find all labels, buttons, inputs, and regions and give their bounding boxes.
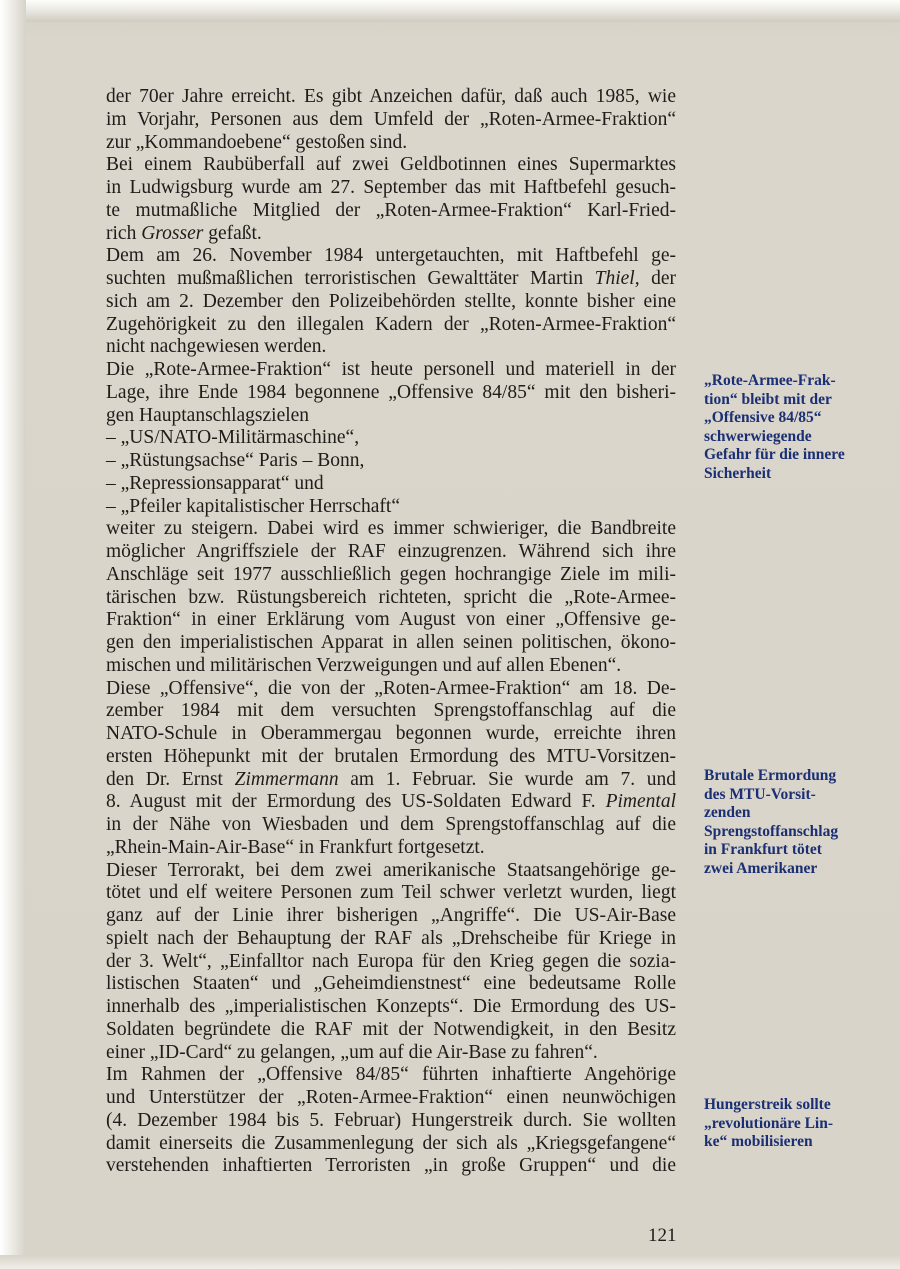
body-text-line bbox=[106, 678, 676, 701]
body-text-line bbox=[106, 268, 676, 291]
text-segment: Diese „Offensive“, die von der „Roten-Armee-Fraktion“ am 18. De- bbox=[106, 677, 676, 699]
text-segment: – „US/NATO-Militärmaschine“, bbox=[106, 427, 360, 449]
text-segment: ganz auf der Linie ihrer bisherigen „Angriffe“. Die US-Air-Base bbox=[106, 905, 676, 926]
text-segment: verstehenden inhaftierten Terroristen „in große Gruppen“ und die bbox=[106, 1155, 676, 1177]
text-segment: Zugehörigkeit zu den illegalen Kadern der „Roten-Armee-Fraktion“ bbox=[106, 313, 676, 335]
margin-note-line: tion“ bleibt mit der bbox=[704, 390, 832, 408]
body-text-line bbox=[106, 564, 676, 587]
body-text-line bbox=[106, 200, 676, 223]
margin-note-line: Hungerstreik sollte bbox=[704, 1096, 831, 1113]
text-segment: und Unterstützer der „Roten-Armee-Fraktion“ einen neunwöchigen bbox=[106, 1087, 676, 1108]
text-segment: zur „Kommandoebene“ gestoßen sind. bbox=[106, 131, 408, 153]
body-text-line bbox=[106, 473, 676, 496]
margin-note-line: in Frankfurt tötet bbox=[704, 841, 822, 859]
text-segment: zember 1984 mit dem versuchten Sprengstoffanschlag auf die bbox=[106, 700, 676, 722]
text-segment: – „Repressionsapparat“ und bbox=[106, 472, 324, 494]
body-text-line bbox=[106, 928, 676, 951]
text-segment: – „Rüstungsachse“ Paris – Bonn, bbox=[106, 450, 365, 471]
text-segment: NATO-Schule in Oberammergau begonnen wurde, erreichte ihren bbox=[106, 723, 676, 744]
body-text-line bbox=[106, 905, 676, 928]
body-text-line bbox=[106, 154, 676, 177]
text-segment: damit einerseits die Zusammenlegung der sich als „Kriegsgefangene“ bbox=[106, 1132, 676, 1154]
margin-note-line: Sicherheit bbox=[704, 464, 772, 482]
body-text-line bbox=[106, 587, 676, 610]
margin-note-hunger-strike bbox=[704, 1096, 874, 1152]
margin-note-line: Sprengstoffanschlag bbox=[704, 822, 839, 840]
text-segment: in der Nähe von Wiesbaden und dem Sprengstoffanschlag auf die bbox=[106, 814, 676, 835]
page-top-edge bbox=[0, 0, 900, 22]
text-segment: ersten Höhepunkt mit der brutalen Ermordung des MTU-Vorsitzen- bbox=[106, 745, 676, 767]
text-segment: nicht nachgewiesen werden. bbox=[106, 336, 327, 358]
body-text-line bbox=[106, 1019, 676, 1042]
body-text-line bbox=[106, 382, 676, 405]
body-text-line bbox=[106, 791, 676, 814]
italic-name: Grosser bbox=[141, 222, 204, 244]
margin-note-line: ke“ mobilisieren bbox=[704, 1133, 813, 1151]
text-segment: gen Hauptanschlagszielen bbox=[106, 404, 310, 426]
body-text-line bbox=[106, 723, 676, 746]
margin-note-line: des MTU-Vorsit- bbox=[704, 785, 816, 803]
text-segment: weiter zu steigern. Dabei wird es immer schwieriger, die Bandbreite bbox=[106, 518, 676, 540]
body-text-line bbox=[106, 1064, 676, 1087]
text-segment: spielt nach der Behauptung der RAF als „Drehscheibe für Kriege in bbox=[106, 927, 676, 949]
text-segment: gen den imperialistischen Apparat in allen seinen politischen, ökono- bbox=[106, 632, 676, 653]
text-segment: Fraktion“ in einer Erklärung vom August von einer „Offensive ge- bbox=[106, 609, 676, 631]
text-segment: am 1. Februar. Sie wurde am 7. und bbox=[338, 768, 676, 790]
margin-note-raf-offensive bbox=[704, 372, 874, 484]
page-bottom-edge bbox=[0, 1255, 900, 1269]
body-text-line bbox=[106, 1042, 676, 1065]
text-segment: – „Pfeiler kapitalistischer Herrschaft“ bbox=[106, 495, 400, 517]
text-segment: sich am 2. Dezember den Polizeibehörden stellte, konnte bisher eine bbox=[106, 290, 676, 312]
text-segment: (4. Dezember 1984 bis 5. Februar) Hungerstreik durch. Sie wollten bbox=[106, 1109, 676, 1131]
body-text-line bbox=[106, 427, 676, 450]
text-segment: te mutmaßliche Mitglied der „Roten-Armee-Fraktion“ Karl-Fried- bbox=[106, 199, 676, 221]
body-text-line bbox=[106, 86, 676, 109]
body-text-line bbox=[106, 359, 676, 382]
text-segment: tötet und elf weitere Personen zum Teil schwer verletzt wurden, liegt bbox=[106, 882, 676, 904]
body-text-line bbox=[106, 973, 676, 996]
body-text-line bbox=[106, 700, 676, 723]
body-text-line bbox=[106, 882, 676, 905]
margin-note-line: zenden bbox=[704, 804, 751, 822]
body-text-line bbox=[106, 405, 676, 428]
body-text-line bbox=[106, 1087, 676, 1110]
body-text-line bbox=[106, 450, 676, 473]
text-segment: suchten mußmaßlichen terroristischen Gewalttäter Martin bbox=[106, 268, 595, 289]
body-text-line bbox=[106, 860, 676, 883]
text-segment: der 70er Jahre erreicht. Es gibt Anzeichen dafür, daß auch 1985, wie bbox=[106, 86, 676, 107]
text-segment: 8. August mit der Ermordung des US-Soldaten Edward F. bbox=[106, 791, 606, 813]
page-number: 121 bbox=[648, 1225, 677, 1246]
text-segment: gefaßt. bbox=[203, 222, 262, 244]
text-segment: Die „Rote-Armee-Fraktion“ ist heute personell und materiell in der bbox=[106, 359, 676, 380]
margin-note-line: „Rote-Armee-Frak- bbox=[704, 372, 836, 389]
body-text-line bbox=[106, 1110, 676, 1133]
text-segment: Anschläge seit 1977 ausschließlich gegen hochrangige Ziele im mili- bbox=[106, 563, 676, 585]
body-text-line bbox=[106, 632, 676, 655]
margin-note-line: „revolutionäre Lin- bbox=[704, 1114, 834, 1132]
margin-note-line: „Offensive 84/85“ bbox=[704, 409, 822, 427]
italic-name: Zimmermann bbox=[234, 768, 339, 790]
body-text-line bbox=[106, 609, 676, 632]
body-text-line bbox=[106, 223, 676, 246]
body-text-line bbox=[106, 496, 676, 519]
page-left-edge bbox=[0, 0, 26, 1269]
body-text-line bbox=[106, 245, 676, 268]
text-segment: innerhalb des „imperialistischen Konzepts“. Die Ermordung des US- bbox=[106, 996, 676, 1017]
margin-note-line: schwerwiegende bbox=[704, 427, 812, 445]
body-text-line bbox=[106, 132, 676, 155]
text-segment: im Vorjahr, Personen aus dem Umfeld der „Roten-Armee-Fraktion“ bbox=[106, 108, 676, 130]
body-text-line bbox=[106, 951, 676, 974]
text-segment: möglicher Angriffsziele der RAF einzugrenzen. Während sich ihre bbox=[106, 541, 676, 562]
body-text-line bbox=[106, 291, 676, 314]
text-segment: der bbox=[639, 268, 676, 289]
italic-name: Pimental bbox=[605, 791, 676, 813]
body-text-line bbox=[106, 518, 676, 541]
text-segment: Bei einem Raubüberfall auf zwei Geldbotinnen eines Supermarktes bbox=[106, 154, 676, 176]
body-text-line bbox=[106, 1133, 676, 1156]
text-segment: listischen Staaten“ und „Geheimdienstnest“ eine bedeutsame Rolle bbox=[106, 973, 676, 995]
text-segment: Dem am 26. November 1984 untergetauchten, mit Haftbefehl ge- bbox=[106, 245, 676, 267]
text-segment: in Ludwigsburg wurde am 27. September das mit Haftbefehl gesuch- bbox=[106, 177, 676, 198]
body-text-line bbox=[106, 177, 676, 200]
text-segment: Lage, ihre Ende 1984 begonnene „Offensive 84/85“ mit den bisheri- bbox=[106, 381, 676, 403]
body-text-line bbox=[106, 336, 676, 359]
main-body-text bbox=[106, 86, 676, 1178]
body-text-line bbox=[106, 996, 676, 1019]
text-segment: Dieser Terrorakt, bei dem zwei amerikanische Staatsangehörige ge- bbox=[106, 859, 676, 881]
text-segment: der 3. Welt“, „Einfalltor nach Europa für den Krieg gegen die sozia- bbox=[106, 950, 676, 972]
text-segment: den Dr. Ernst bbox=[106, 768, 235, 790]
body-text-line bbox=[106, 109, 676, 132]
text-segment: Soldaten begründete die RAF mit der Notwendigkeit, in den Besitz bbox=[106, 1018, 676, 1040]
text-segment: rich bbox=[106, 222, 142, 244]
body-text-line bbox=[106, 769, 676, 792]
margin-note-line: Gefahr für die innere bbox=[704, 446, 845, 464]
body-text-line bbox=[106, 1155, 676, 1178]
body-text-line bbox=[106, 314, 676, 337]
body-text-line bbox=[106, 541, 676, 564]
margin-note-line: zwei Amerikaner bbox=[704, 859, 818, 877]
italic-name: Thiel, bbox=[594, 268, 640, 289]
body-text-line bbox=[106, 655, 676, 678]
margin-note-line: Brutale Ermordung bbox=[704, 767, 837, 784]
text-segment: mischen und militärischen Verzweigungen und auf allen Ebenen“. bbox=[106, 654, 622, 676]
text-segment: Im Rahmen der „Offensive 84/85“ führten inhaftierte Angehörige bbox=[106, 1064, 676, 1086]
text-segment: „Rhein-Main-Air-Base“ in Frankfurt fortgesetzt. bbox=[106, 836, 485, 858]
margin-note-mtu-murder bbox=[704, 767, 874, 879]
body-text-line bbox=[106, 837, 676, 860]
body-text-line bbox=[106, 746, 676, 769]
body-text-line bbox=[106, 814, 676, 837]
text-segment: einer „ID-Card“ zu gelangen, „um auf die Air-Base zu fahren“. bbox=[106, 1041, 598, 1063]
text-segment: tärischen bzw. Rüstungsbereich richteten, spricht die „Rote-Armee- bbox=[106, 586, 676, 608]
